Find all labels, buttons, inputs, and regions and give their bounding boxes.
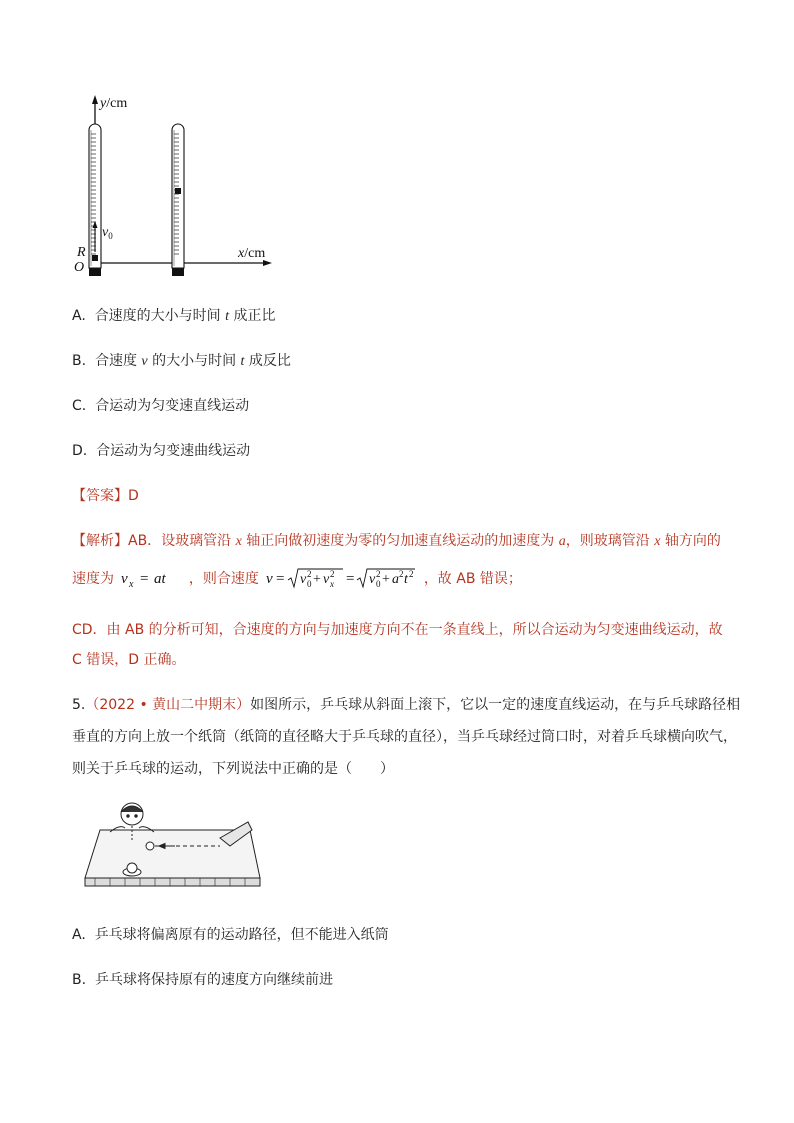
- answer-line: [72, 486, 139, 506]
- svg-text:v: v: [369, 572, 376, 587]
- svg-text:x: x: [330, 579, 335, 589]
- tube-motion-figure: [60, 90, 280, 290]
- answer-value: D: [128, 488, 139, 504]
- q5-source: （2022 • 黄山二中期末）: [85, 697, 251, 713]
- analysis-label: 【解析】: [72, 533, 128, 549]
- svg-text:2: 2: [409, 569, 414, 579]
- svg-text:0: 0: [376, 579, 381, 589]
- analysis-line-3: CD．由 AB 的分析可知，合速度的方向与加速度方向不在一条直线上，所以合运动为匀变速曲线运动，故: [72, 622, 723, 638]
- analysis-line-2: 速度为 v x = at ，则合速度 v = v 0 2 + v x 2 = v 0 2 + a 2 t 2 ，故 AB 错误；: [72, 566, 522, 592]
- option-d: D. 合运动为匀变速曲线运动: [72, 443, 251, 459]
- glass-tube-right: [172, 124, 184, 276]
- formula-resultant-velocity: [265, 566, 417, 592]
- option-b: B. 合速度 v 的大小与时间 t 成反比: [72, 353, 291, 369]
- svg-text:x: x: [129, 579, 134, 590]
- svg-text:v: v: [300, 572, 307, 587]
- svg-text:at: at: [154, 571, 167, 587]
- svg-text:=: =: [140, 571, 149, 587]
- svg-text:2: 2: [376, 569, 381, 579]
- analysis-line-1: 【解析】AB．设玻璃管沿 x 轴正向做初速度为零的匀加速直线运动的加速度为 a，则玻璃管沿 x 轴方向的: [72, 533, 721, 549]
- option-c: C. 合运动为匀变速直线运动: [72, 398, 250, 414]
- svg-text:2: 2: [399, 569, 404, 579]
- answer-label: 【答案】: [72, 488, 128, 504]
- q5-line-2: 垂直的方向上放一个纸筒（纸筒的直径略大于乒乓球的直径），当乒乓球经过筒口时，对着乒乓球横向吹气，: [72, 729, 737, 745]
- r-label: R: [77, 245, 86, 260]
- svg-text:=: =: [346, 571, 355, 587]
- svg-text:v: v: [323, 572, 330, 587]
- svg-text:=: =: [276, 571, 285, 587]
- svg-text:2: 2: [307, 569, 312, 579]
- svg-text:2: 2: [330, 569, 335, 579]
- x-axis-label: x/cm: [238, 246, 266, 261]
- red-block-r: [92, 255, 98, 261]
- q5-option-b: B. 乒乓球将保持原有的速度方向继续前进: [72, 972, 333, 988]
- svg-text:v: v: [266, 571, 274, 587]
- svg-text:+: +: [382, 572, 391, 587]
- v0-label: $v_0$: [102, 225, 113, 241]
- q5-option-a: A. 乒乓球将偏离原有的运动路径，但不能进入纸筒: [72, 927, 389, 943]
- glass-tube-left: [89, 124, 101, 276]
- analysis-line-4: C 错误，D 正确。: [72, 652, 186, 668]
- svg-text:a: a: [392, 572, 400, 587]
- svg-text:t: t: [404, 572, 409, 587]
- origin-label: O: [74, 260, 85, 275]
- ping-pong-figure: [80, 800, 270, 895]
- option-a: A. 合速度的大小与时间 t 成正比: [72, 308, 276, 324]
- y-axis-arrow: [92, 95, 98, 104]
- svg-text:0: 0: [307, 579, 312, 589]
- q5-number: 5.: [72, 697, 86, 713]
- red-block-moved: [175, 188, 181, 194]
- svg-text:+: +: [313, 572, 322, 587]
- y-axis-label: y/cm: [100, 96, 128, 111]
- formula-vx: [120, 568, 182, 590]
- q5-line-3: 则关于乒乓球的运动，下列说法中正确的是（ ）: [72, 761, 394, 777]
- svg-text:v: v: [121, 571, 129, 587]
- q5-line-1: 5.（2022 • 黄山二中期末）如图所示，乒乓球从斜面上滚下，它以一定的速度直线运动，在与乒乓球路径相: [72, 697, 741, 713]
